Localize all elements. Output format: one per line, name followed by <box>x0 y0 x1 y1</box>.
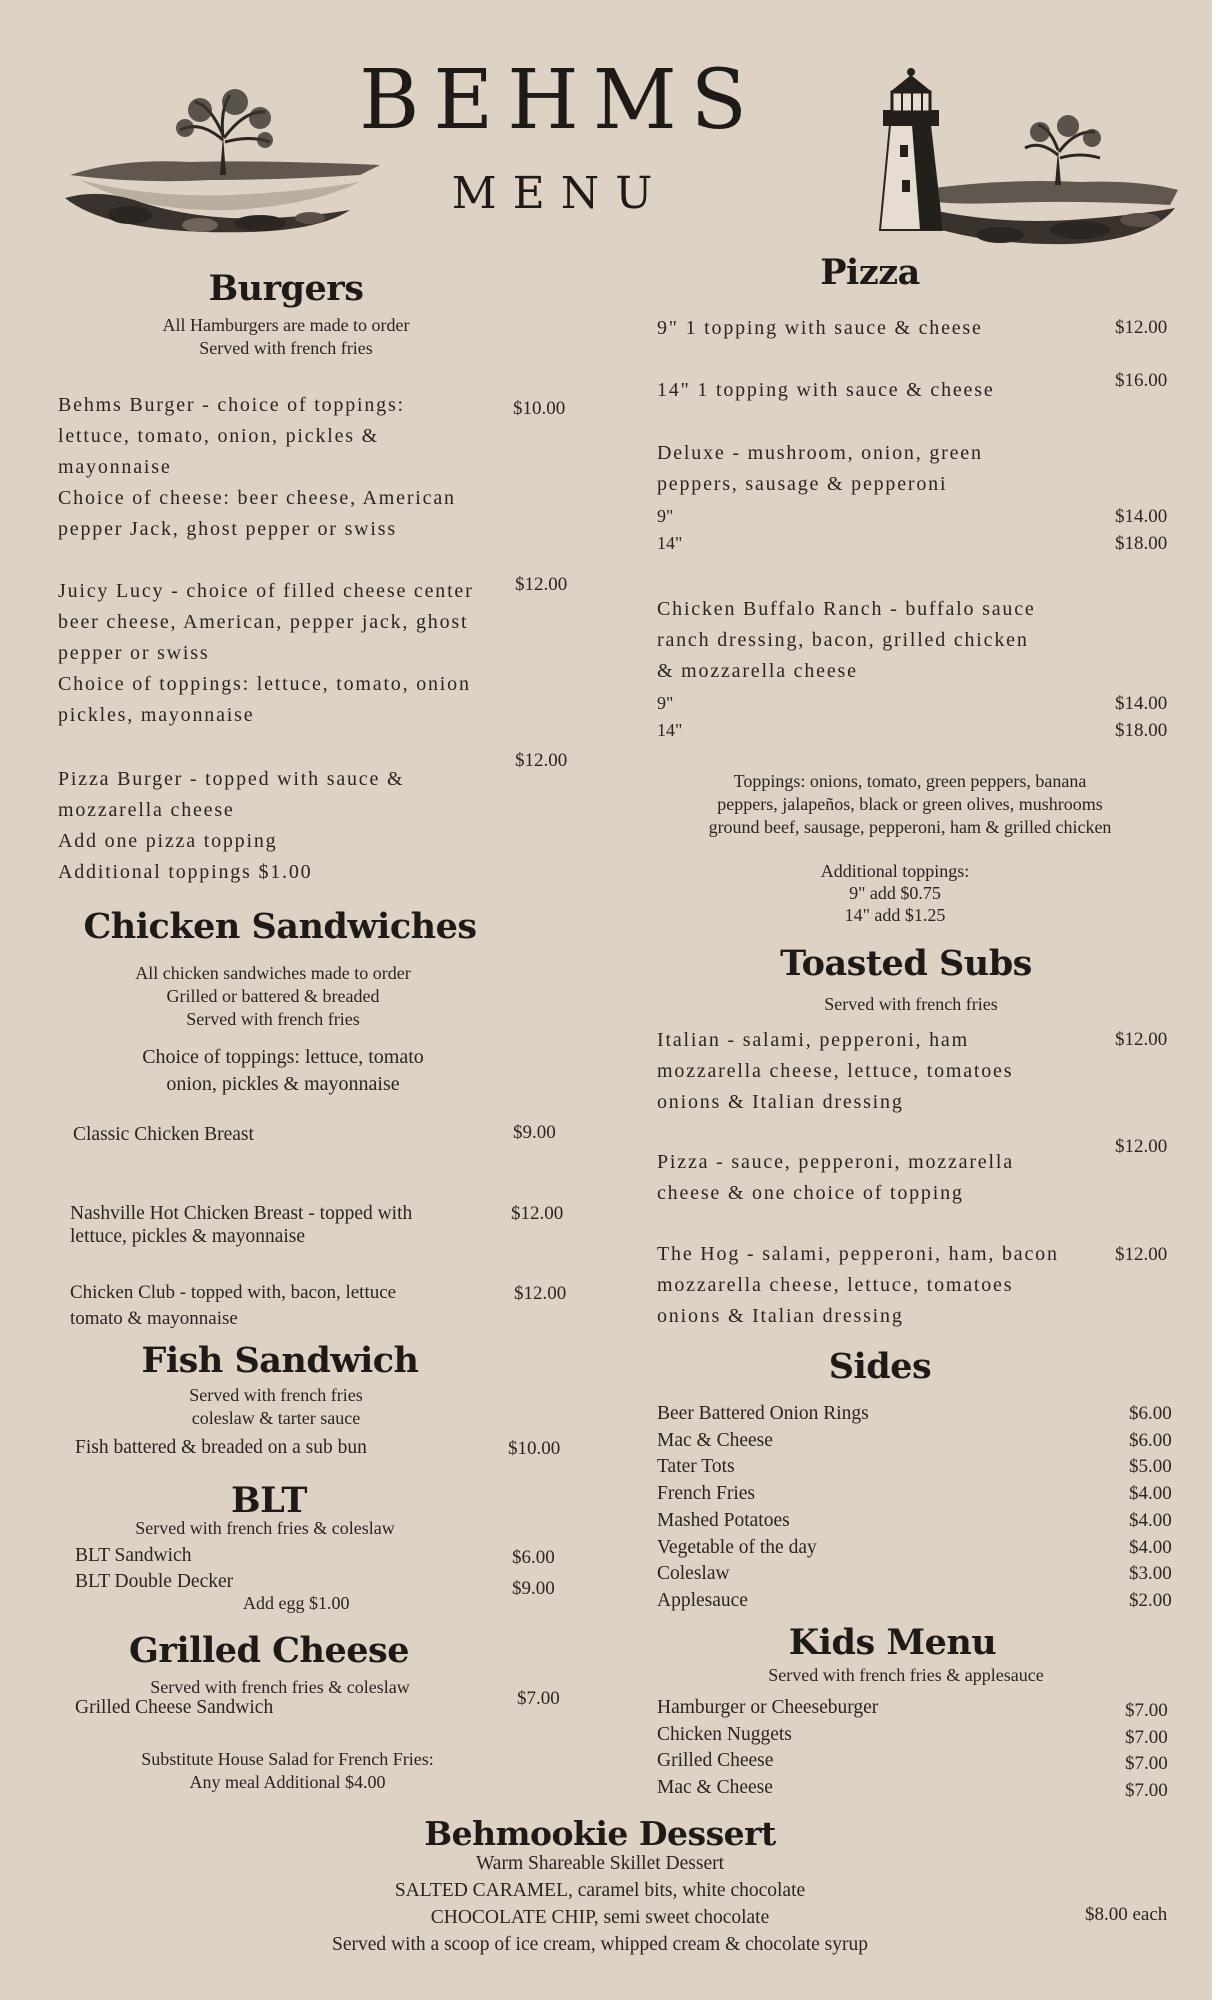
item-line: Juicy Lucy - choice of filled cheese center <box>58 580 474 602</box>
item-price: $7.00 <box>1125 1753 1168 1775</box>
fish-heading: Fish Sandwich <box>141 1340 419 1381</box>
item-price: $6.00 <box>1129 1429 1172 1451</box>
item-line: beer cheese, American, pepper jack, ghost <box>58 611 469 633</box>
size-label: 9" <box>657 506 674 526</box>
menu-subtitle: MENU <box>451 168 669 219</box>
item-line: Nashville Hot Chicken Breast - topped with <box>70 1203 413 1224</box>
item-price: $7.00 <box>1125 1700 1168 1721</box>
item-line: Choice of cheese: beer cheese, American <box>58 487 456 509</box>
side-item: Mac & Cheese <box>657 1429 773 1451</box>
burgers-note: Served with french fries <box>199 338 373 358</box>
side-item: Beer Battered Onion Rings <box>657 1403 869 1424</box>
item-price: $7.00 <box>1125 1726 1168 1748</box>
item-price: $3.00 <box>1129 1563 1172 1585</box>
item-line: mozzarella cheese <box>58 799 235 821</box>
side-item: Mashed Potatoes <box>657 1509 790 1531</box>
blt-note: Served with french fries & coleslaw <box>135 1518 395 1538</box>
size-label: 9" <box>657 693 674 713</box>
item-line: peppers, sausage & pepperoni <box>657 473 948 495</box>
blt-item-sandwich: BLT Sandwich <box>75 1545 192 1566</box>
item-line: Italian - salami, pepperoni, ham <box>657 1029 969 1051</box>
burger-item-behms <box>58 390 528 545</box>
item-price: $12.00 <box>515 574 568 595</box>
pizza-deluxe <box>657 438 983 500</box>
item-line: mozzarella cheese, lettuce, tomatoes <box>657 1274 1014 1296</box>
pizza-additional <box>640 860 1150 926</box>
item-line: tomato & mayonnaise <box>70 1308 238 1329</box>
chicken-item-nashville <box>70 1202 412 1248</box>
item-price: $10.00 <box>513 398 566 419</box>
chicken-notes <box>0 962 546 1031</box>
item-line: Additional toppings $1.00 <box>58 861 313 883</box>
item-line: Pizza - sauce, pepperoni, mozzarella <box>657 1151 1014 1173</box>
item-price: $14.00 <box>1115 693 1168 714</box>
sides-heading: Sides <box>828 1346 932 1387</box>
item-price: $12.00 <box>1115 317 1168 338</box>
grilled-cheese-heading: Grilled Cheese <box>129 1630 409 1671</box>
item-price: $4.00 <box>1129 1483 1172 1505</box>
item-price: $12.00 <box>1115 1136 1168 1157</box>
fish-note: Served with french fries <box>189 1385 363 1405</box>
item-line: lettuce, tomato, onion, pickles & <box>58 425 380 447</box>
dessert-lines <box>240 1850 960 1958</box>
item-line: & mozzarella cheese <box>657 660 858 682</box>
subs-heading: Toasted Subs <box>780 943 1032 984</box>
fish-note: coleslaw & tarter sauce <box>191 1408 361 1428</box>
fish-item: Fish battered & breaded on a sub bun <box>75 1437 367 1458</box>
pizza-heading: Pizza <box>820 252 920 293</box>
item-price: $16.00 <box>1115 370 1168 391</box>
pizza-toppings <box>640 770 1180 839</box>
side-item: Coleslaw <box>657 1563 730 1585</box>
substitute-line: Substitute House Salad for French Fries: <box>141 1749 434 1769</box>
item-price: $10.00 <box>508 1438 561 1459</box>
chicken-item-club <box>70 1280 396 1332</box>
toppings-line: ground beef, sausage, pepperoni, ham & grilled chicken <box>708 817 1112 837</box>
item-line: lettuce, pickles & mayonnaise <box>70 1226 306 1247</box>
chicken-heading: Chicken Sandwiches <box>83 906 477 947</box>
grilled-cheese-item: Grilled Cheese Sandwich <box>75 1697 274 1718</box>
item-price: $7.00 <box>1125 1780 1168 1802</box>
pizza-deluxe-sizes <box>657 503 682 557</box>
sub-item-pizza <box>657 1147 1014 1209</box>
kids-heading: Kids Menu <box>788 1622 997 1663</box>
chicken-item-classic: Classic Chicken Breast <box>73 1124 254 1145</box>
burgers-note: All Hamburgers are made to order <box>162 315 410 335</box>
kids-note: Served with french fries & applesauce <box>768 1665 1044 1685</box>
side-item: Tater Tots <box>657 1456 735 1478</box>
item-line: pickles, mayonnaise <box>58 704 255 726</box>
kids-list <box>657 1695 878 1802</box>
toppings-line: peppers, jalapeños, black or green olives, mushrooms <box>717 794 1103 814</box>
blt-addon: Add egg $1.00 <box>243 1593 350 1613</box>
item-line: Add one pizza topping <box>58 830 278 852</box>
kids-prices <box>1125 1698 1168 1805</box>
item-line: pepper or swiss <box>58 642 210 664</box>
sub-item-italian <box>657 1025 1013 1118</box>
item-line: Pizza Burger - topped with sauce & <box>58 768 405 790</box>
item-line: onions & Italian dressing <box>657 1091 904 1113</box>
item-price: $7.00 <box>517 1688 560 1709</box>
item-line: Chicken Club - topped with, bacon, lettuce <box>70 1282 397 1303</box>
substitute-line: Any meal Additional $4.00 <box>189 1772 386 1792</box>
item-price: $18.00 <box>1115 720 1168 741</box>
pizza-buffalo-sizes <box>657 690 682 744</box>
subs-note: Served with french fries <box>824 994 998 1014</box>
kids-item: Mac & Cheese <box>657 1777 773 1799</box>
pizza-9-inch: 9" 1 topping with sauce & cheese <box>657 317 983 339</box>
burger-item-juicy-lucy <box>58 576 528 731</box>
item-price: $6.00 <box>1129 1403 1172 1424</box>
item-line: The Hog - salami, pepperoni, ham, bacon <box>657 1243 1059 1265</box>
sides-prices <box>1129 1401 1172 1615</box>
side-item: Applesauce <box>657 1589 748 1611</box>
item-price: $14.00 <box>1115 506 1168 527</box>
additional-line: Additional toppings: <box>820 861 970 881</box>
dessert-line: SALTED CARAMEL, caramel bits, white chocolate <box>394 1880 806 1901</box>
kids-item: Hamburger or Cheeseburger <box>657 1697 879 1718</box>
chicken-note: All chicken sandwiches made to order <box>135 963 411 983</box>
pizza-buffalo-prices <box>1115 690 1167 744</box>
item-line: ranch dressing, bacon, grilled chicken <box>657 629 1029 651</box>
chicken-note: Grilled or battered & breaded <box>166 986 380 1006</box>
item-price: $9.00 <box>512 1578 555 1599</box>
dessert-heading: Behmookie Dessert <box>424 1814 776 1853</box>
item-price: $12.00 <box>515 750 568 771</box>
chicken-note: Served with french fries <box>186 1009 360 1029</box>
dessert-line: Warm Shareable Skillet Dessert <box>475 1853 725 1874</box>
side-item: Vegetable of the day <box>657 1536 817 1558</box>
pizza-deluxe-prices <box>1115 503 1167 557</box>
sub-item-hog <box>657 1239 1059 1332</box>
substitute-note <box>0 1748 575 1794</box>
toppings-line: Choice of toppings: lettuce, tomato <box>142 1046 424 1068</box>
sides-list <box>657 1401 869 1615</box>
item-price: $5.00 <box>1129 1456 1172 1478</box>
item-price: $2.00 <box>1129 1589 1172 1611</box>
item-price: $6.00 <box>512 1547 555 1568</box>
burger-item-pizza-burger <box>58 764 528 888</box>
pizza-14-inch: 14" 1 topping with sauce & cheese <box>657 379 995 401</box>
item-price: $12.00 <box>1115 1029 1168 1050</box>
item-price: $12.00 <box>1115 1244 1168 1265</box>
item-line: onions & Italian dressing <box>657 1305 904 1327</box>
dessert-line: CHOCOLATE CHIP, semi sweet chocolate <box>430 1907 770 1928</box>
item-price: $12.00 <box>511 1203 564 1224</box>
item-line: Chicken Buffalo Ranch - buffalo sauce <box>657 598 1036 620</box>
item-line: cheese & one choice of topping <box>657 1182 964 1204</box>
side-item: French Fries <box>657 1483 756 1505</box>
item-line: Deluxe - mushroom, onion, green <box>657 442 983 464</box>
kids-item: Grilled Cheese <box>657 1750 774 1772</box>
chicken-toppings <box>0 1044 566 1098</box>
burgers-heading: Burgers <box>208 268 364 309</box>
additional-line: 14" add $1.25 <box>844 905 946 925</box>
item-price: $4.00 <box>1129 1509 1172 1531</box>
item-line: pepper Jack, ghost pepper or swiss <box>58 518 397 540</box>
item-line: Choice of toppings: lettuce, tomato, onion <box>58 673 471 695</box>
size-label: 14" <box>657 533 683 553</box>
burgers-notes <box>0 314 572 360</box>
toppings-line: Toppings: onions, tomato, green peppers, banana <box>733 771 1087 791</box>
item-price: $18.00 <box>1115 533 1168 554</box>
kids-item: Chicken Nuggets <box>657 1723 792 1745</box>
item-line: Behms Burger - choice of toppings: <box>58 394 405 416</box>
grilled-cheese-note: Served with french fries & coleslaw <box>150 1677 410 1697</box>
restaurant-title: BEHMS <box>359 53 761 148</box>
item-line: mayonnaise <box>58 456 172 478</box>
blt-item-double-decker: BLT Double Decker <box>75 1571 234 1592</box>
item-price: $9.00 <box>513 1122 556 1143</box>
size-label: 14" <box>657 720 683 740</box>
dessert-price: $8.00 each <box>1085 1904 1168 1925</box>
fish-notes <box>0 1384 552 1430</box>
item-price: $12.00 <box>514 1283 567 1304</box>
item-line: mozzarella cheese, lettuce, tomatoes <box>657 1060 1014 1082</box>
item-price: $4.00 <box>1129 1536 1172 1558</box>
additional-line: 9" add $0.75 <box>849 883 941 903</box>
lighthouse-illustration-icon <box>850 40 1180 250</box>
blt-heading: BLT <box>231 1480 307 1521</box>
dessert-line: Served with a scoop of ice cream, whipped cream & chocolate syrup <box>331 1934 869 1955</box>
pizza-buffalo <box>657 594 1036 687</box>
toppings-line: onion, pickles & mayonnaise <box>166 1073 400 1095</box>
